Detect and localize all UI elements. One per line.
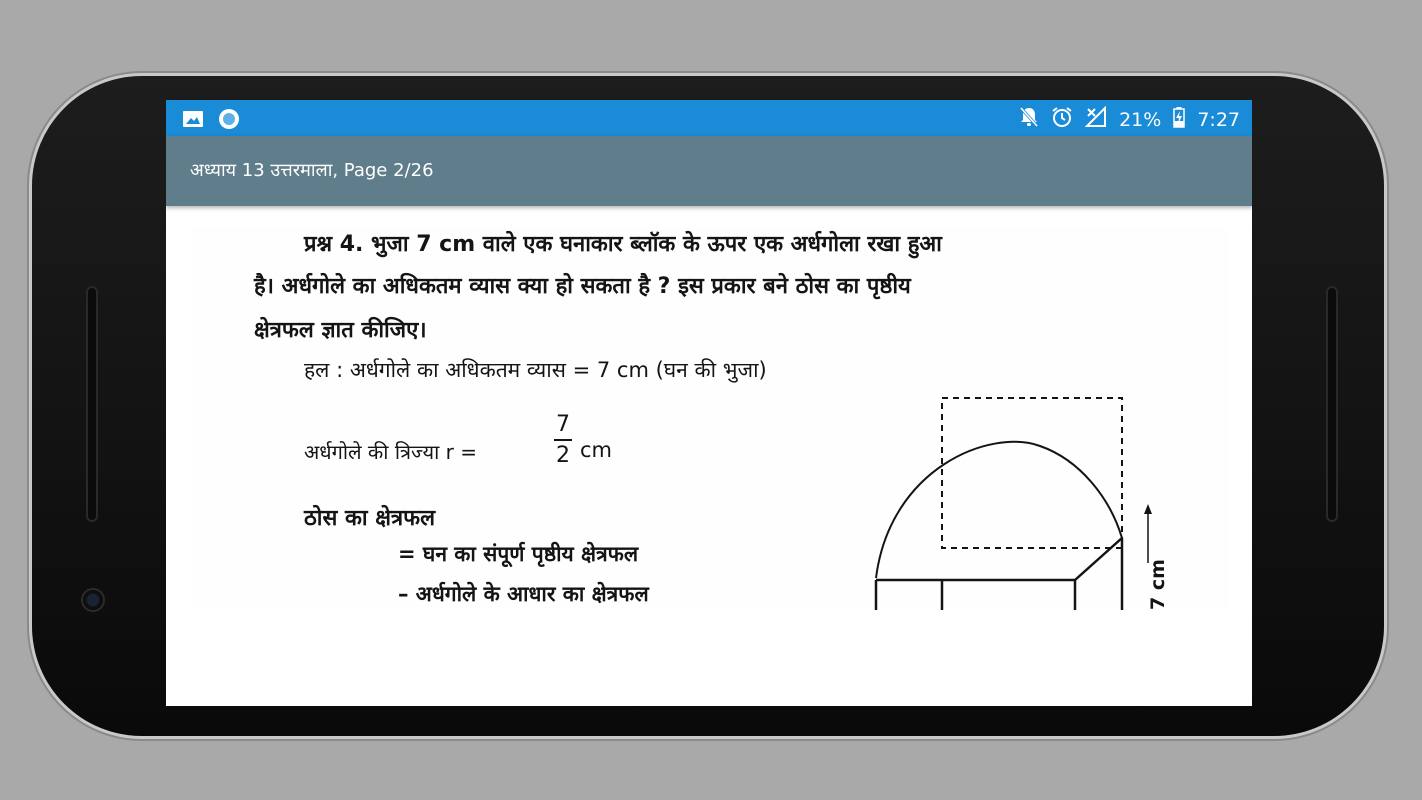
image-icon bbox=[182, 109, 204, 133]
area-heading: ठोस का क्षेत्रफल bbox=[304, 506, 436, 531]
hemisphere-arc bbox=[876, 442, 1122, 578]
screen bbox=[166, 100, 1252, 706]
page-title: अध्याय 13 उत्तरमाला, Page 2/26 bbox=[190, 160, 434, 181]
area-line-1: = घन का संपूर्ण पृष्ठीय क्षेत्रफल bbox=[398, 542, 639, 566]
fraction-bar bbox=[554, 439, 572, 441]
cube-depth-edge bbox=[1075, 538, 1122, 580]
radius-fraction bbox=[554, 412, 572, 468]
question-line-1: प्रश्न 4. भुजा 7 cm वाले एक घनाकार ब्लॉक के ऊपर एक अर्धगोला रखा हुआ bbox=[304, 232, 942, 257]
figure-dimension-label: 7 cm bbox=[1147, 559, 1169, 610]
mute-icon bbox=[1019, 106, 1039, 133]
radius-numerator: 7 bbox=[556, 412, 570, 437]
status-bar bbox=[166, 100, 1252, 136]
area-line-2: – अर्धगोले के आधार का क्षेत्रफल bbox=[398, 582, 649, 606]
speaker-slot-left bbox=[86, 286, 98, 522]
battery-icon bbox=[1173, 106, 1185, 133]
clock-time: 7:27 bbox=[1197, 108, 1240, 131]
cube-hemisphere-figure bbox=[870, 388, 1170, 610]
question-line-3: क्षेत्रफल ज्ञात कीजिए। bbox=[254, 318, 427, 343]
solution-line: हल : अर्धगोले का अधिकतम व्यास = 7 cm (घन की भुजा) bbox=[304, 358, 767, 382]
signal-icon bbox=[1085, 106, 1107, 133]
alarm-icon bbox=[1051, 106, 1073, 133]
radius-unit: cm bbox=[580, 438, 613, 462]
question-line-2: है। अर्धगोले का अधिकतम व्यास क्या हो सकता है ? इस प्रकार बने ठोस का पृष्ठीय bbox=[254, 274, 911, 299]
radius-label: अर्धगोले की त्रिज्या r = bbox=[304, 440, 477, 464]
dashed-outline bbox=[942, 398, 1122, 548]
battery-percent: 21% bbox=[1119, 108, 1162, 131]
record-icon bbox=[218, 108, 240, 134]
arrow-head-icon bbox=[1144, 504, 1152, 514]
app-bar bbox=[166, 136, 1252, 206]
speaker-slot-right bbox=[1326, 286, 1338, 522]
front-camera bbox=[83, 590, 103, 610]
radius-denominator: 2 bbox=[556, 443, 570, 468]
document-page[interactable] bbox=[190, 228, 1228, 610]
